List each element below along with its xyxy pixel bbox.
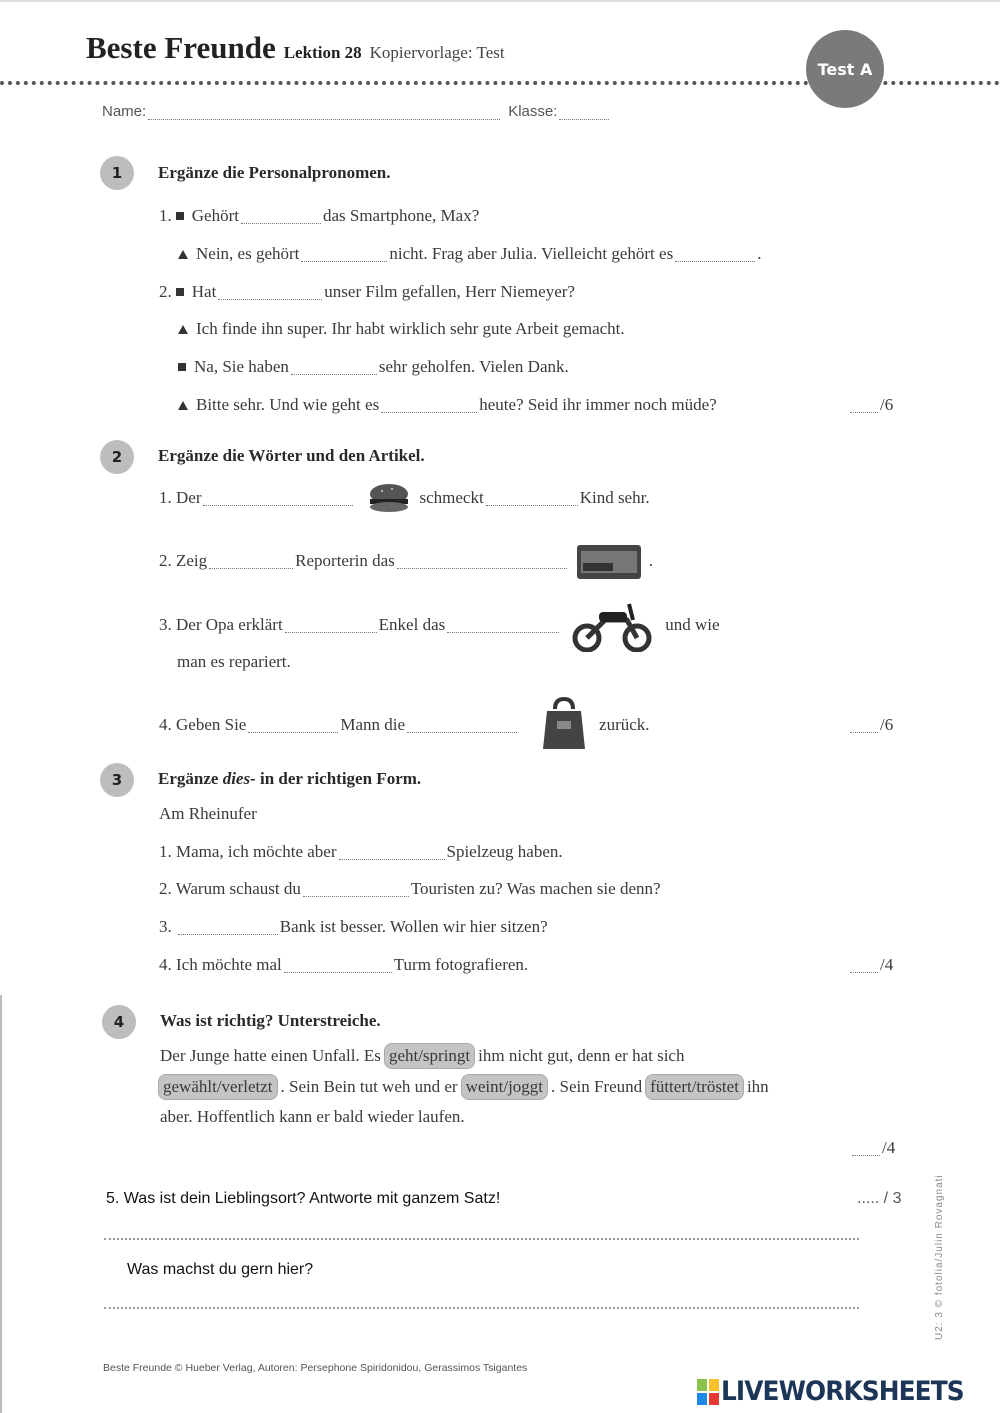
lesson-label: Lektion 28 bbox=[283, 43, 362, 62]
answer-input[interactable] bbox=[203, 490, 353, 506]
answer-input[interactable] bbox=[209, 553, 293, 569]
subtitle: Kopiervorlage: Test bbox=[369, 43, 505, 62]
class-label: Klasse: bbox=[508, 103, 558, 120]
top-border bbox=[0, 0, 1000, 2]
answer-input[interactable] bbox=[241, 208, 321, 224]
choice-geht-springt[interactable]: geht/springt bbox=[384, 1043, 475, 1069]
answer-input[interactable] bbox=[339, 844, 445, 860]
ex5-question: 5. Was ist dein Lieblingsort? Antworte mit ganzem Satz! bbox=[106, 1190, 501, 1207]
answer-input[interactable] bbox=[248, 717, 338, 733]
answer-input[interactable] bbox=[284, 957, 392, 973]
ex4-text-line-3: aber. Hoffentlich kann er bald wieder laufen. bbox=[160, 1107, 465, 1126]
logo-text: LIVEWORKSHEETS bbox=[721, 1376, 964, 1407]
exercise-1-number: 1 bbox=[100, 156, 134, 190]
class-input[interactable] bbox=[559, 104, 609, 120]
ex4-score: /4 bbox=[850, 1136, 895, 1160]
image-credit: U2: 3 © fotolia/Julin Rovagnati bbox=[934, 1174, 945, 1340]
ex2-line-3b: man es repariert. bbox=[177, 652, 291, 671]
choice-weint-joggt[interactable]: weint/joggt bbox=[461, 1074, 548, 1100]
square-bullet-icon bbox=[178, 363, 186, 371]
answer-input[interactable] bbox=[397, 553, 567, 569]
left-border bbox=[0, 995, 2, 1413]
ex4-text-line-1: Der Junge hatte einen Unfall. Es geht/springt ihm nicht gut, denn er hat sich bbox=[160, 1044, 684, 1068]
answer-input[interactable] bbox=[285, 617, 377, 633]
ex3-line-1: 1. Mama, ich möchte aber Spielzeug haben. bbox=[159, 842, 563, 861]
footer-copyright: Beste Freunde © Hueber Verlag, Autoren: Persephone Spiridonidou, Gerassimos Tsigantes bbox=[103, 1362, 528, 1374]
answer-input[interactable] bbox=[291, 359, 377, 375]
exercise-4-number: 4 bbox=[102, 1005, 136, 1039]
wallet-icon bbox=[575, 541, 643, 581]
ex1-line-1: 1. Gehört das Smartphone, Max? bbox=[159, 206, 480, 225]
ex1-line-5: Na, Sie haben sehr geholfen. Vielen Dank. bbox=[174, 355, 569, 379]
choice-fuettert-troestet[interactable]: füttert/tröstet bbox=[645, 1074, 744, 1100]
ex5-question-2: Was machst du gern hier? bbox=[127, 1261, 314, 1278]
live-logo-icon bbox=[697, 1379, 719, 1405]
ex5-score: ..... / 3 bbox=[857, 1190, 902, 1207]
ex3-line-2: 2. Warum schaust du Touristen zu? Was machen sie denn? bbox=[159, 879, 661, 898]
test-badge bbox=[806, 30, 884, 108]
ex1-line-2: Nein, es gehört nicht. Frag aber Julia. Vielleicht gehört es . bbox=[178, 242, 761, 266]
answer-input[interactable] bbox=[447, 617, 559, 633]
ex3-score: /4 bbox=[848, 953, 893, 977]
burger-icon bbox=[367, 482, 411, 514]
choice-gewaehlt-verletzt[interactable]: gewählt/verletzt bbox=[158, 1074, 278, 1100]
ex2-line-1: 1. Der schmeckt Kind sehr. bbox=[159, 486, 650, 510]
ex5-answer-input-2[interactable] bbox=[104, 1307, 859, 1309]
name-label: Name: bbox=[102, 103, 147, 120]
liveworksheets-logo bbox=[697, 1376, 985, 1407]
ex1-score: /6 bbox=[848, 393, 893, 417]
ex1-line-4: Ich finde ihn super. Ihr habt wirklich sehr gute Arbeit gemacht. bbox=[178, 317, 625, 341]
ex1-line-6: Bitte sehr. Und wie geht es heute? Seid ihr immer noch müde? bbox=[178, 393, 717, 417]
ex3-line-3: 3. Bank ist besser. Wollen wir hier sitzen? bbox=[159, 917, 548, 936]
ex2-line-2: 2. Zeig Reporterin das . bbox=[159, 549, 653, 573]
square-bullet-icon bbox=[176, 212, 184, 220]
ex4-text-line-2: gewählt/verletzt . Sein Bein tut weh und er weint/joggt . Sein Freund füttert/tröstet ihn bbox=[158, 1075, 769, 1099]
ex2-line-4: 4. Geben Sie Mann die zurück. bbox=[159, 713, 650, 737]
exercise-3-number: 3 bbox=[100, 763, 134, 797]
answer-input[interactable] bbox=[675, 246, 755, 262]
answer-input[interactable] bbox=[178, 919, 278, 935]
name-row bbox=[102, 100, 611, 124]
answer-input[interactable] bbox=[218, 284, 322, 300]
motorbike-icon bbox=[571, 598, 653, 652]
triangle-bullet-icon bbox=[178, 401, 188, 410]
ex3-line-4: 4. Ich möchte mal Turm fotografieren. bbox=[159, 955, 529, 974]
ex2-score: /6 bbox=[848, 713, 893, 737]
header bbox=[86, 30, 505, 66]
exercise-4-title: Was ist richtig? Unterstreiche. bbox=[160, 1011, 381, 1030]
exercise-3-title: Ergänze dies- in der richtigen Form. bbox=[158, 769, 422, 788]
ex5-answer-input-1[interactable] bbox=[104, 1238, 859, 1240]
name-input[interactable] bbox=[148, 104, 500, 120]
answer-input[interactable] bbox=[303, 881, 409, 897]
exercise-2-title: Ergänze die Wörter und den Artikel. bbox=[158, 446, 425, 465]
ex3-subtitle: Am Rheinufer bbox=[159, 804, 257, 823]
ex2-line-3: 3. Der Opa erklärt Enkel das und wie bbox=[159, 613, 720, 637]
triangle-bullet-icon bbox=[178, 250, 188, 259]
answer-input[interactable] bbox=[407, 717, 517, 733]
exercise-1-title: Ergänze die Personalpronomen. bbox=[158, 163, 391, 182]
answer-input[interactable] bbox=[381, 397, 477, 413]
worksheet-title: Beste Freunde bbox=[86, 30, 276, 65]
square-bullet-icon bbox=[176, 288, 184, 296]
bag-icon bbox=[541, 697, 587, 753]
answer-input[interactable] bbox=[486, 490, 578, 506]
ex1-line-3: 2. Hat unser Film gefallen, Herr Niemeyer? bbox=[159, 282, 575, 301]
answer-input[interactable] bbox=[301, 246, 387, 262]
triangle-bullet-icon bbox=[178, 325, 188, 334]
badge-label: Test A bbox=[817, 59, 873, 79]
exercise-2-number: 2 bbox=[100, 440, 134, 474]
